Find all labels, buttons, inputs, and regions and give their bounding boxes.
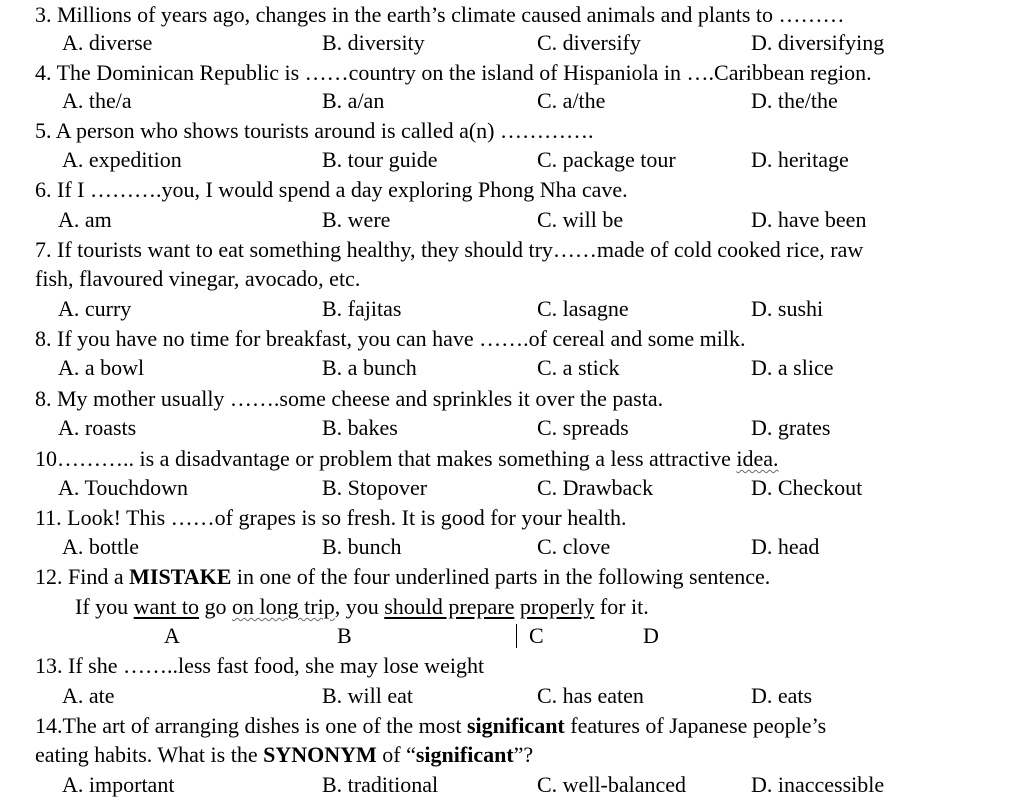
q8b-option-c: C. spreads (537, 415, 629, 440)
question-4-options (0, 86, 1024, 116)
q10-option-d: D. Checkout (751, 475, 863, 500)
question-7-options (0, 294, 1024, 324)
q12-underlined-c: should prepare (384, 594, 515, 619)
q13-option-b: B. will eat (322, 683, 414, 708)
q7-option-a: A. curry (58, 296, 132, 321)
q14-line2-bold-word: significant (415, 742, 514, 767)
question-10-options (0, 473, 1024, 503)
q8a-option-b: B. a bunch (322, 355, 417, 380)
question-13-options (0, 681, 1024, 711)
q14-line1-post: features of Japanese people’s (564, 713, 827, 738)
q12-sentence-part-2: go (199, 594, 233, 619)
q14-line1-bold: significant (466, 713, 565, 738)
q11-option-c: C. clove (537, 534, 611, 559)
q12-underlined-b: on long trip (232, 594, 335, 619)
question-3-options (0, 28, 1024, 58)
question-10-stem (35, 444, 1024, 474)
question-12-stem (35, 562, 1024, 592)
q12-stem-bold: MISTAKE (129, 564, 232, 589)
q11-option-b: B. bunch (322, 534, 402, 559)
question-8b-stem: 8. My mother usually …….some cheese and sprinkles it over the pasta. (35, 386, 664, 411)
q8b-option-b: B. bakes (322, 415, 398, 440)
q7-option-c: C. lasagne (537, 296, 629, 321)
q4-option-b: B. a/an (322, 88, 385, 113)
q12-letter-b: B (337, 623, 352, 648)
question-11-stem: 11. Look! This ……of grapes is so fresh. It is good for your health. (35, 505, 627, 530)
q12-letter-a: A (164, 623, 180, 648)
q7-option-b: B. fajitas (322, 296, 402, 321)
q14-option-b: B. traditional (322, 772, 439, 797)
q8b-option-a: A. roasts (58, 415, 137, 440)
question-6-options (0, 205, 1024, 235)
text-cursor (516, 624, 517, 648)
q12-sentence-part-3: , you (334, 594, 385, 619)
question-6-stem: 6. If I ……….you, I would spend a day exploring Phong Nha cave. (35, 177, 628, 202)
q14-option-d: D. inaccessible (751, 772, 885, 797)
q12-sentence-part-1: If you (75, 594, 134, 619)
question-7-stem-continued: fish, flavoured vinegar, avocado, etc. (35, 266, 361, 291)
q5-option-a: A. expedition (62, 147, 182, 172)
q14-line1-pre: 14.The art of arranging dishes is one of the most (35, 713, 467, 738)
q5-option-b: B. tour guide (322, 147, 438, 172)
q14-line2-post: ”? (513, 742, 534, 767)
q14-line2-pre: eating habits. What is the (35, 742, 264, 767)
q6-option-d: D. have been (751, 207, 867, 232)
q13-option-a: A. ate (62, 683, 115, 708)
q10-stem-flagged-word: idea. (736, 446, 779, 471)
q14-line2-mid: of “ (376, 742, 416, 767)
question-4-stem: 4. The Dominican Republic is ……country on the island of Hispaniola in ….Caribbean region. (35, 60, 872, 85)
q12-sentence-part-5: for it. (594, 594, 649, 619)
q13-option-c: C. has eaten (537, 683, 644, 708)
question-14-options (0, 770, 1024, 800)
q3-option-b: B. diversity (322, 30, 425, 55)
q14-line2-bold-synonym: SYNONYM (263, 742, 377, 767)
question-8a-options (0, 353, 1024, 383)
q12-underlined-a: want to (133, 594, 200, 619)
q3-option-c: C. diversify (537, 30, 641, 55)
q11-option-a: A. bottle (62, 534, 139, 559)
q4-option-a: A. the/a (62, 88, 132, 113)
q10-option-b: B. Stopover (322, 475, 428, 500)
q8b-option-d: D. grates (751, 415, 831, 440)
question-8a-stem: 8. If you have no time for breakfast, you can have …….of cereal and some milk. (35, 326, 746, 351)
q12-stem-pre: 12. Find a (35, 564, 130, 589)
question-5-options (0, 145, 1024, 175)
question-8b-options (0, 413, 1024, 443)
q3-option-a: A. diverse (62, 30, 153, 55)
q13-option-d: D. eats (751, 683, 813, 708)
q8a-option-d: D. a slice (751, 355, 834, 380)
question-13-stem: 13. If she ……..less fast food, she may lose weight (35, 653, 485, 678)
q6-option-b: B. were (322, 207, 391, 232)
q6-option-c: C. will be (537, 207, 624, 232)
q4-option-c: C. a/the (537, 88, 606, 113)
q8a-option-c: C. a stick (537, 355, 620, 380)
q10-option-a: A. Touchdown (58, 475, 189, 500)
q4-option-d: D. the/the (751, 88, 838, 113)
question-12-letters (0, 621, 1024, 651)
q12-stem-post: in one of the four underlined parts in the following sentence. (231, 564, 771, 589)
question-3-stem: 3. Millions of years ago, changes in the earth’s climate caused animals and plants to ……… (35, 2, 845, 27)
question-12-sentence (75, 592, 1024, 622)
q14-option-c: C. well-balanced (537, 772, 687, 797)
q5-option-d: D. heritage (751, 147, 849, 172)
q12-letter-c: C (529, 623, 544, 648)
q12-underlined-d: properly (519, 594, 595, 619)
question-5-stem: 5. A person who shows tourists around is called a(n) …………. (35, 118, 594, 143)
q5-option-c: C. package tour (537, 147, 676, 172)
q11-option-d: D. head (751, 534, 820, 559)
question-14-stem-continued (35, 740, 1024, 770)
q10-stem-text: 10……….. is a disadvantage or problem that makes something a less attractive (35, 446, 737, 471)
q3-option-d: D. diversifying (751, 30, 885, 55)
question-7-stem: 7. If tourists want to eat something healthy, they should try……made of cold cooked rice, raw (35, 237, 864, 262)
q10-option-c: C. Drawback (537, 475, 654, 500)
q6-option-a: A. am (58, 207, 112, 232)
q12-letter-d: D (643, 623, 659, 648)
question-14-stem (35, 711, 1024, 741)
q7-option-d: D. sushi (751, 296, 824, 321)
question-11-options (0, 532, 1024, 562)
q8a-option-a: A. a bowl (58, 355, 145, 380)
q14-option-a: A. important (62, 772, 175, 797)
